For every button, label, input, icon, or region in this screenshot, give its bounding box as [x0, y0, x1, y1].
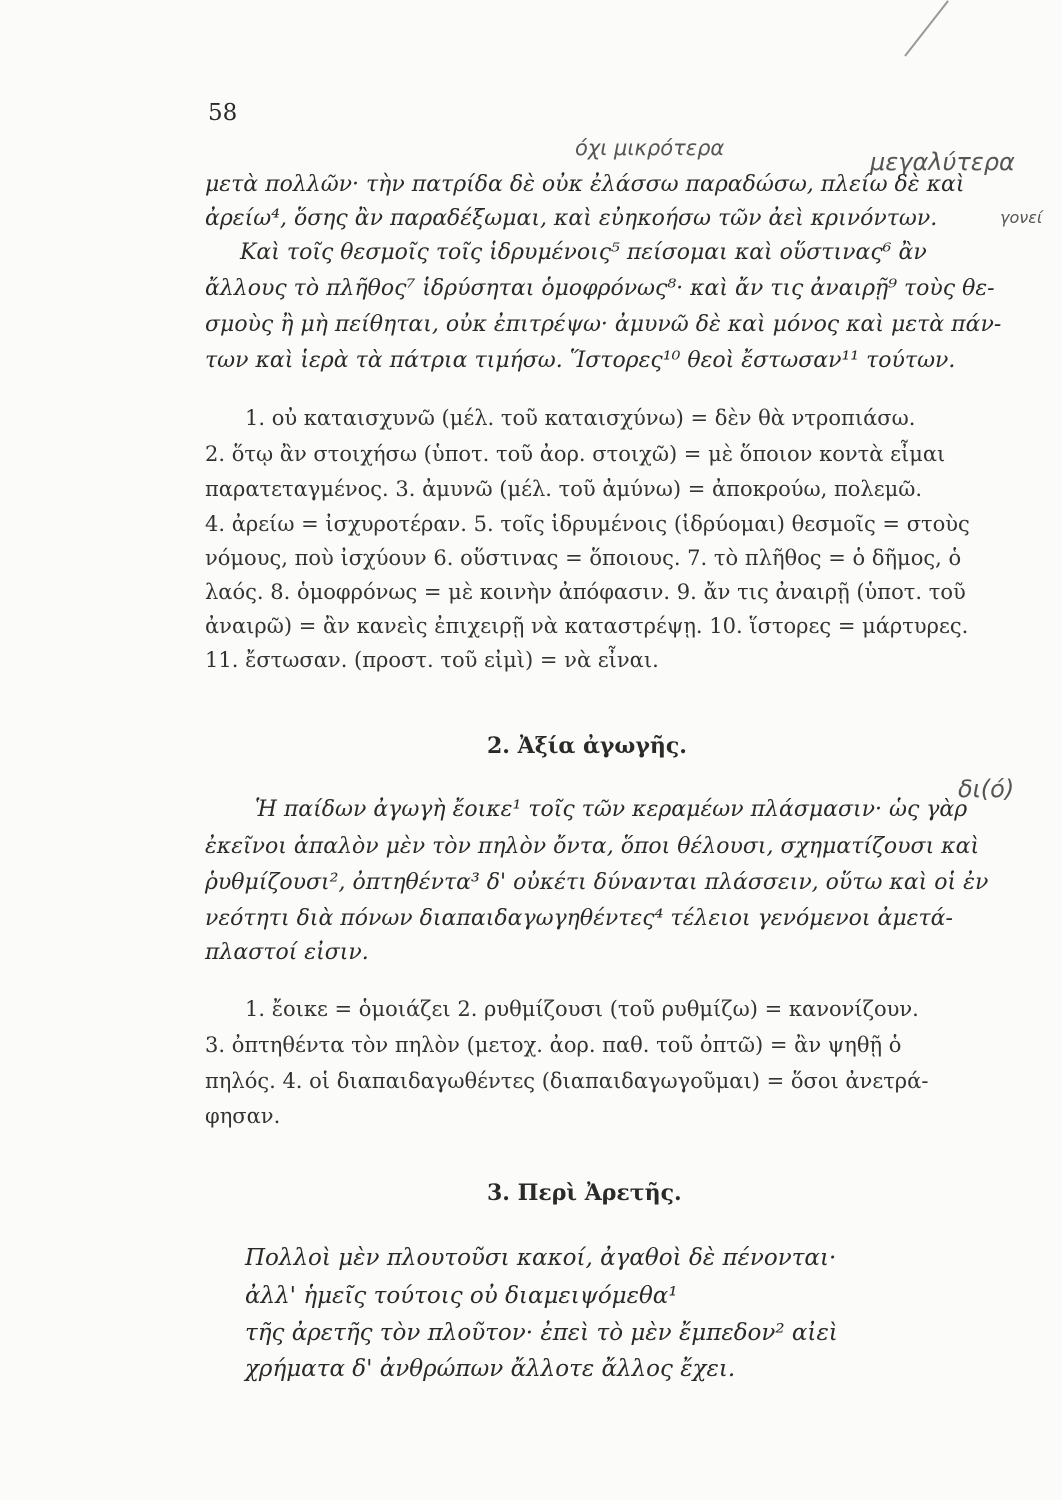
text-line: ῥυθμίζουσι², ὀπτηθέντα³ δ' οὐκέτι δύνανται πλάσσειν, οὕτω καὶ οἱ ἐν — [205, 870, 989, 895]
poem-line: χρήματα δ' ἀνθρώπων ἄλλοτε ἄλλος ἔχει. — [245, 1356, 736, 1382]
poem-line: Πολλοὶ μὲν πλουτοῦσι κακοί, ἀγαθοὶ δὲ πένονται· — [245, 1245, 837, 1271]
text-line: μετὰ πολλῶν· τὴν πατρίδα δὲ οὐκ ἐλάσσω παραδώσω, πλείω δὲ καὶ — [205, 172, 965, 197]
note-line: νόμους, ποὺ ἰσχύουν 6. οὕστινας = ὅποιους. 7. τὸ πλῆθος = ὁ δῆμος, ὁ — [205, 546, 962, 570]
note-line: 2. ὅτῳ ἂν στοιχήσω (ὑποτ. τοῦ ἀορ. στοιχῶ) = μὲ ὅποιον κοντὰ εἶμαι — [205, 442, 946, 466]
text-line: ἀρείω⁴, ὅσης ἂν παραδέξωμαι, καὶ εὐηκοήσω τῶν ἀεὶ κρινόντων. — [205, 206, 938, 231]
note-line: πηλός. 4. οἱ διαπαιδαγωθέντες (διαπαιδαγωγοῦμαι) = ὅσοι ἀνετρά- — [205, 1069, 929, 1093]
note-line: 1. οὐ καταισχυνῶ (μέλ. τοῦ καταισχύνω) = δὲν θὰ ντροπιάσω. — [245, 406, 916, 430]
handwritten-note-didia: δι(ό) — [958, 775, 1015, 803]
page-number: 58 — [208, 100, 238, 126]
handwritten-note-top: όχι μικρότερα — [575, 136, 725, 160]
note-line: λαός. 8. ὁμοφρόνως = μὲ κοινὴν ἀπόφασιν. 9. ἄν τις ἀναιρῇ (ὑποτ. τοῦ — [205, 580, 966, 604]
note-line: 3. ὀπτηθέντα τὸν πηλὸν (μετοχ. ἀορ. παθ. τοῦ ὀπτῶ) = ἂν ψηθῇ ὁ — [205, 1033, 902, 1057]
handwritten-note-margin: γονεί — [1000, 208, 1043, 227]
section-heading: 3. Περὶ Ἀρετῆς. — [487, 1180, 682, 1206]
note-line: ἀναιρῶ) = ἂν κανεὶς ἐπιχειρῇ νὰ καταστρέψῃ. 10. ἵστορες = μάρτυρες. — [205, 614, 969, 638]
note-line: 1. ἔοικε = ὁμοιάζει 2. ρυθμίζουσι (τοῦ ρυθμίζω) = κανονίζουν. — [245, 997, 919, 1021]
scan-mark — [904, 0, 949, 56]
note-line: παρατεταγμένος. 3. ἀμυνῶ (μέλ. τοῦ ἀμύνω) = ἀποκρούω, πολεμῶ. — [205, 477, 923, 501]
note-line: 4. ἀρείω = ἰσχυροτέραν. 5. τοῖς ἱδρυμένοις (ἱδρύομαι) θεσμοῖς = στοὺς — [205, 512, 970, 536]
text-line: Καὶ τοῖς θεσμοῖς τοῖς ἱδρυμένοις⁵ πείσομαι καὶ οὕστινας⁶ ἂν — [240, 240, 927, 265]
text-line: των καὶ ἱερὰ τὰ πάτρια τιμήσω. Ἵστορες¹⁰ θεοὶ ἔστωσαν¹¹ τούτων. — [205, 348, 956, 373]
text-line: νεότητι διὰ πόνων διαπαιδαγωγηθέντες⁴ τέλειοι γενόμενοι ἀμετά- — [205, 906, 953, 931]
note-line: 11. ἔστωσαν. (προστ. τοῦ εἰμὶ) = νὰ εἶναι. — [205, 648, 659, 672]
text-line: πλαστοί εἰσιν. — [205, 940, 369, 965]
text-line: ἄλλους τὸ πλῆθος⁷ ἱδρύσηται ὁμοφρόνως⁸· καὶ ἄν τις ἀναιρῇ⁹ τοὺς θε- — [205, 276, 995, 301]
text-line: Ἡ παίδων ἀγωγὴ ἔοικε¹ τοῖς τῶν κεραμέων πλάσμασιν· ὡς γὰρ — [255, 797, 968, 822]
poem-line: τῆς ἀρετῆς τὸν πλοῦτον· ἐπεὶ τὸ μὲν ἔμπεδον² αἰεὶ — [245, 1320, 838, 1346]
note-line: φησαν. — [205, 1104, 281, 1128]
text-line: ἐκεῖνοι ἁπαλὸν μὲν τὸν πηλὸν ὄντα, ὅποι θέλουσι, σχηματίζουσι καὶ — [205, 834, 980, 859]
poem-line: ἀλλ' ἡμεῖς τούτοις οὐ διαμειψόμεθα¹ — [245, 1283, 678, 1309]
text-line: σμοὺς ἢ μὴ πείθηται, οὐκ ἐπιτρέψω· ἀμυνῶ δὲ καὶ μόνος καὶ μετὰ πάν- — [205, 312, 1002, 337]
handwritten-note-right: μεγαλύτερα — [870, 148, 1015, 176]
section-heading: 2. Ἀξία ἀγωγῆς. — [487, 733, 687, 759]
